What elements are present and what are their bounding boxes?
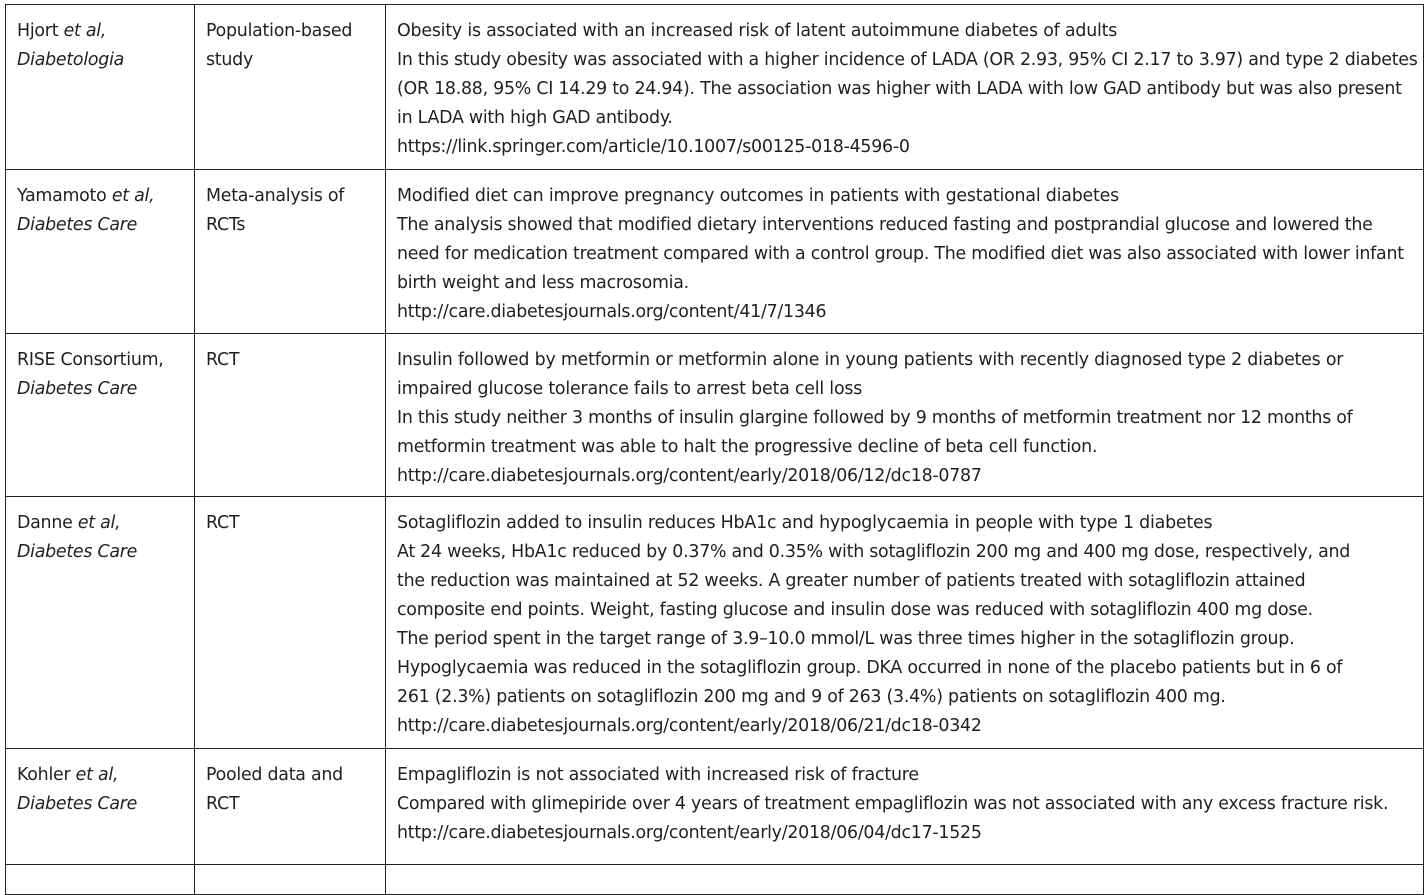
study-type-cell xyxy=(195,334,386,497)
finding-summary-line: 261 (2.3%) patients on sotagliflozin 200 mg and 9 of 263 (3.4%) patients on sotagliflozin 400 mg. xyxy=(397,687,1226,707)
author-cell xyxy=(6,865,195,895)
finding-summary: In this study neither 3 months of insulin glargine followed by 9 months of metformin treatment nor 12 months of metformin treatment was able to halt the progressive decline of beta cell function. xyxy=(397,408,1353,457)
finding-title: Sotagliflozin added to insulin reduces HbA1c and hypoglycaemia in people with type 1 diabetes xyxy=(397,513,1213,533)
finding-cell xyxy=(386,865,1424,895)
finding-title: Modified diet can improve pregnancy outcomes in patients with gestational diabetes xyxy=(397,186,1120,206)
study-type: study xyxy=(206,50,253,70)
study-type-cell xyxy=(195,170,386,334)
finding-summary-line: At 24 weeks, HbA1c reduced by 0.37% and 0.35% with sotagliflozin 200 mg and 400 mg dose, respectively, and xyxy=(397,542,1351,562)
finding-summary-line: composite end points. Weight, fasting glucose and insulin dose was reduced with sotagliflozin 400 mg dose. xyxy=(397,600,1313,620)
finding-title: Obesity is associated with an increased risk of latent autoimmune diabetes of adults xyxy=(397,21,1118,41)
author-name: Hjort xyxy=(17,21,59,41)
study-type-cell xyxy=(195,5,386,170)
study-type: RCT xyxy=(206,794,240,814)
study-type-cell xyxy=(195,749,386,865)
table-row xyxy=(6,5,1424,170)
et-al: et al, xyxy=(63,21,107,41)
studies-table xyxy=(5,4,1424,895)
finding-title: Empagliflozin is not associated with increased risk of fracture xyxy=(397,765,919,785)
finding-summary: Compared with glimepiride over 4 years of treatment empagliflozin was not associated with any excess fracture risk. xyxy=(397,794,1389,814)
author-name: RISE Consortium, xyxy=(17,350,164,370)
finding-summary-line: Hypoglycaemia was reduced in the sotagliflozin group. DKA occurred in none of the placebo patients but in 6 of xyxy=(397,658,1343,678)
author-name: Yamamoto xyxy=(17,186,107,206)
finding-cell xyxy=(386,334,1424,497)
author-name: Danne xyxy=(17,513,73,533)
study-type-cell xyxy=(195,497,386,749)
journal-name: Diabetes Care xyxy=(17,215,138,235)
finding-summary-line: the reduction was maintained at 52 weeks. A greater number of patients treated with sotagliflozin attained xyxy=(397,571,1306,591)
finding-summary: In this study obesity was associated with a higher incidence of LADA (OR 2.93, 95% CI 2.17 to 3.97) and type 2 diabetes (OR 18.88, 95% CI 14.29 to 24.94). The association was higher with LADA with low GAD antibody but was also present in LADA with high GAD antibody. xyxy=(397,50,1418,128)
journal-name: Diabetologia xyxy=(17,50,125,70)
article-link[interactable]: http://care.diabetesjournals.org/content/early/2018/06/12/dc18-0787 xyxy=(397,466,982,486)
finding-summary-line: The period spent in the target range of 3.9–10.0 mmol/L was three times higher in the sotagliflozin group. xyxy=(397,629,1295,649)
author-cell xyxy=(6,497,195,749)
author-cell xyxy=(6,749,195,865)
article-link[interactable]: http://care.diabetesjournals.org/content/early/2018/06/21/dc18-0342 xyxy=(397,716,982,736)
study-type: Pooled data and xyxy=(206,765,343,785)
et-al: et al, xyxy=(77,513,121,533)
finding-cell xyxy=(386,170,1424,334)
journal-name: Diabetes Care xyxy=(17,542,138,562)
finding-cell xyxy=(386,497,1424,749)
article-link[interactable]: http://care.diabetesjournals.org/content/early/2018/06/04/dc17-1525 xyxy=(397,823,982,843)
et-al: et al, xyxy=(75,765,119,785)
table-row xyxy=(6,170,1424,334)
study-type: RCTs xyxy=(206,215,246,235)
author-name: Kohler xyxy=(17,765,71,785)
author-cell xyxy=(6,334,195,497)
table-row xyxy=(6,749,1424,865)
study-type: Meta-analysis of xyxy=(206,186,345,206)
article-link[interactable]: https://link.springer.com/article/10.1007/s00125-018-4596-0 xyxy=(397,137,910,157)
journal-name: Diabetes Care xyxy=(17,379,138,399)
finding-summary: The analysis showed that modified dietary interventions reduced fasting and postprandial glucose and lowered the need for medication treatment compared with a control group. The modified diet was also associated with lower infant birth weight and less macrosomia. xyxy=(397,215,1404,293)
table-row xyxy=(6,334,1424,497)
et-al: et al, xyxy=(111,186,155,206)
journal-name: Diabetes Care xyxy=(17,794,138,814)
finding-cell xyxy=(386,749,1424,865)
study-type: Population-based xyxy=(206,21,353,41)
author-cell xyxy=(6,170,195,334)
finding-title: Insulin followed by metformin or metformin alone in young patients with recently diagnosed type 2 diabetes or impaired glucose tolerance fails to arrest beta cell loss xyxy=(397,350,1344,399)
author-cell xyxy=(6,5,195,170)
study-type: RCT xyxy=(206,513,240,533)
study-type: RCT xyxy=(206,350,240,370)
study-type-cell xyxy=(195,865,386,895)
table-row xyxy=(6,865,1424,895)
finding-cell xyxy=(386,5,1424,170)
article-link[interactable]: http://care.diabetesjournals.org/content/41/7/1346 xyxy=(397,302,827,322)
table-row xyxy=(6,497,1424,749)
